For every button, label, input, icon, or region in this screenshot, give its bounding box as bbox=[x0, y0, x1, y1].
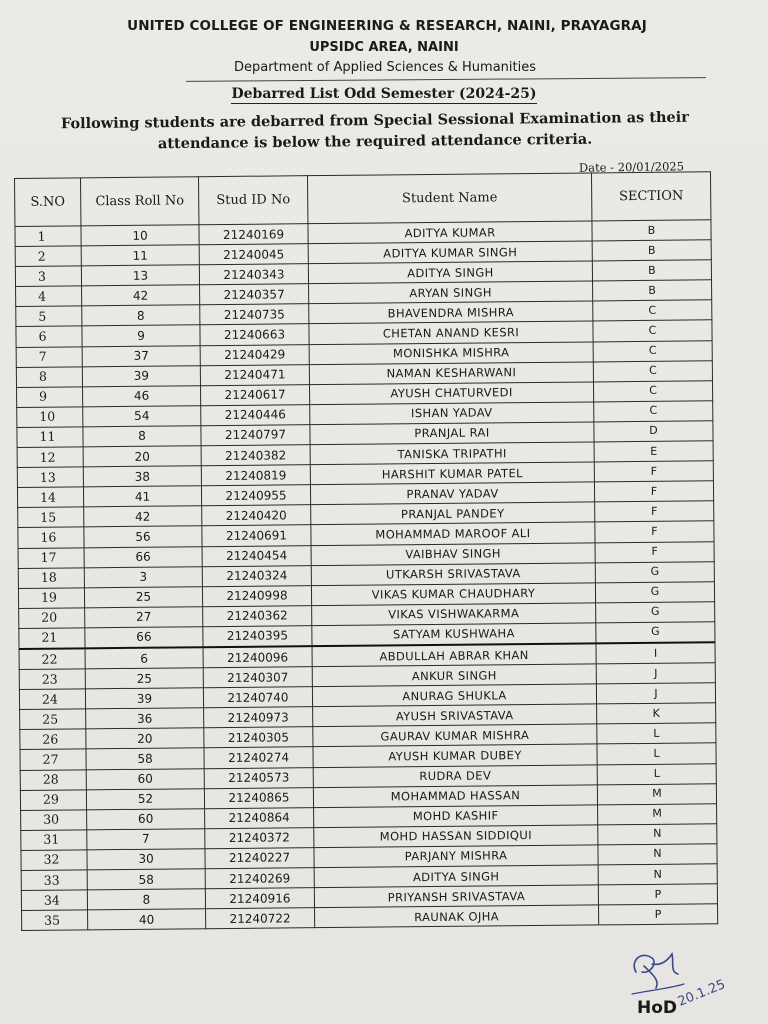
stud-id-cell: 21240955 bbox=[201, 485, 310, 506]
sno-cell: 3 bbox=[15, 266, 81, 287]
section-cell: N bbox=[598, 824, 717, 845]
stud-id-cell: 21240864 bbox=[205, 807, 314, 828]
section-cell: L bbox=[597, 723, 716, 744]
debarred-table-container bbox=[14, 171, 717, 931]
student-name-cell: ARYAN SINGH bbox=[309, 281, 593, 304]
table-header-row bbox=[15, 172, 711, 227]
class-roll-cell: 41 bbox=[83, 486, 201, 507]
stud-id-cell: 21240343 bbox=[199, 264, 308, 285]
student-name-cell: PRIYANSH SRIVASTAVA bbox=[314, 885, 598, 908]
student-name-cell: MOHD HASSAN SIDDIQUI bbox=[314, 825, 598, 848]
class-roll-cell: 39 bbox=[85, 688, 203, 709]
table-body bbox=[15, 220, 718, 931]
stud-id-cell: 21240395 bbox=[203, 626, 312, 648]
section-cell: N bbox=[598, 864, 717, 885]
stud-id-cell: 21240617 bbox=[201, 384, 310, 405]
stud-id-cell: 21240227 bbox=[205, 848, 314, 869]
section-cell: M bbox=[597, 783, 716, 804]
student-name-cell: PRANJAL PANDEY bbox=[311, 502, 595, 525]
stud-id-cell: 21240446 bbox=[201, 405, 310, 426]
department-name: Department of Applied Sciences & Humanities bbox=[233, 60, 536, 75]
class-roll-cell: 8 bbox=[82, 305, 200, 326]
sno-cell: 2 bbox=[15, 246, 81, 267]
sno-cell: 22 bbox=[19, 648, 85, 669]
student-name-cell: MONISHKA MISHRA bbox=[309, 342, 593, 365]
section-cell: F bbox=[595, 521, 714, 542]
sno-cell: 28 bbox=[20, 769, 86, 790]
stud-id-cell: 21240362 bbox=[203, 605, 312, 626]
sno-cell: 4 bbox=[16, 286, 82, 307]
class-roll-cell: 60 bbox=[86, 768, 204, 789]
sno-cell: 8 bbox=[16, 367, 82, 388]
stud-id-cell: 21240735 bbox=[200, 304, 309, 325]
student-name-cell: ANKUR SINGH bbox=[312, 664, 596, 687]
sno-cell: 29 bbox=[20, 789, 86, 810]
section-cell: F bbox=[594, 461, 713, 482]
sno-cell: 26 bbox=[20, 729, 86, 750]
section-cell: C bbox=[593, 340, 712, 361]
sno-cell: 12 bbox=[17, 447, 83, 468]
sno-cell: 24 bbox=[19, 689, 85, 710]
column-header-sno: S.NO bbox=[15, 178, 81, 227]
section-cell: G bbox=[596, 602, 715, 623]
student-name-cell: MOHAMMAD HASSAN bbox=[313, 785, 597, 808]
stud-id-cell: 21240305 bbox=[204, 727, 313, 748]
college-area: UPSIDC AREA, NAINI bbox=[309, 40, 459, 55]
section-cell: L bbox=[597, 743, 716, 764]
sno-cell: 9 bbox=[17, 387, 83, 408]
stud-id-cell: 21240096 bbox=[203, 646, 312, 668]
student-name-cell: ADITYA KUMAR SINGH bbox=[308, 241, 592, 264]
stud-id-cell: 21240454 bbox=[202, 545, 311, 566]
column-header-section: SECTION bbox=[591, 172, 710, 221]
student-name-cell: VAIBHAV SINGH bbox=[311, 542, 595, 565]
class-roll-cell: 60 bbox=[87, 808, 205, 829]
student-name-cell: RAUNAK OJHA bbox=[315, 905, 599, 928]
class-roll-cell: 54 bbox=[83, 406, 201, 427]
column-header-stud-id: Stud ID No bbox=[198, 176, 307, 225]
stud-id-cell: 21240722 bbox=[206, 908, 315, 929]
section-cell: F bbox=[594, 481, 713, 502]
student-name-cell: BHAVENDRA MISHRA bbox=[309, 301, 593, 324]
section-cell: D bbox=[594, 421, 713, 442]
section-cell: G bbox=[595, 581, 714, 602]
sno-cell: 32 bbox=[21, 850, 87, 871]
notice-line-2: attendance is below the required attendance criteria. bbox=[157, 130, 593, 153]
stud-id-cell: 21240372 bbox=[205, 827, 314, 848]
student-name-cell: VIKAS KUMAR CHAUDHARY bbox=[311, 583, 595, 606]
student-name-cell: SATYAM KUSHWAHA bbox=[312, 623, 596, 646]
class-roll-cell: 37 bbox=[82, 345, 200, 366]
student-name-cell: PARJANY MISHRA bbox=[314, 845, 598, 868]
student-name-cell: ISHAN YADAV bbox=[310, 402, 594, 425]
student-name-cell: VIKAS VISHWAKARMA bbox=[312, 603, 596, 626]
section-cell: M bbox=[598, 804, 717, 825]
student-name-cell: ADITYA SINGH bbox=[308, 261, 592, 284]
stud-id-cell: 21240357 bbox=[200, 284, 309, 305]
section-cell: F bbox=[595, 501, 714, 522]
student-name-cell: HARSHIT KUMAR PATEL bbox=[310, 462, 594, 485]
signature-date: 20.1.25 bbox=[675, 977, 728, 1010]
stud-id-cell: 21240382 bbox=[201, 445, 310, 466]
section-cell: P bbox=[598, 884, 717, 905]
student-name-cell: ADITYA SINGH bbox=[314, 865, 598, 888]
class-roll-cell: 52 bbox=[86, 788, 204, 809]
section-cell: B bbox=[592, 240, 711, 261]
stud-id-cell: 21240471 bbox=[200, 364, 309, 385]
stud-id-cell: 21240740 bbox=[203, 687, 312, 708]
section-cell: G bbox=[596, 622, 715, 644]
class-roll-cell: 20 bbox=[83, 446, 201, 467]
stud-id-cell: 21240269 bbox=[205, 868, 314, 889]
class-roll-cell: 20 bbox=[86, 728, 204, 749]
class-roll-cell: 11 bbox=[81, 245, 199, 266]
class-roll-cell: 3 bbox=[84, 566, 202, 587]
sno-cell: 31 bbox=[21, 830, 87, 851]
student-name-cell: PRANJAL RAI bbox=[310, 422, 594, 445]
section-cell: K bbox=[597, 703, 716, 724]
sno-cell: 20 bbox=[19, 608, 85, 629]
class-roll-cell: 56 bbox=[84, 526, 202, 547]
class-roll-cell: 42 bbox=[82, 285, 200, 306]
sno-cell: 30 bbox=[21, 810, 87, 831]
column-header-class-roll: Class Roll No bbox=[81, 177, 199, 226]
class-roll-cell: 8 bbox=[87, 889, 205, 910]
stud-id-cell: 21240663 bbox=[200, 324, 309, 345]
sno-cell: 23 bbox=[19, 669, 85, 690]
stud-id-cell: 21240169 bbox=[199, 224, 308, 245]
sno-cell: 25 bbox=[20, 709, 86, 730]
class-roll-cell: 6 bbox=[85, 647, 203, 669]
sno-cell: 21 bbox=[19, 628, 85, 649]
document-title-text: Debarred List Odd Semester (2024-25) bbox=[231, 86, 537, 102]
class-roll-cell: 40 bbox=[88, 909, 206, 930]
section-cell: B bbox=[592, 260, 711, 281]
section-cell: C bbox=[593, 300, 712, 321]
student-name-cell: AYUSH KUMAR DUBEY bbox=[313, 744, 597, 767]
class-roll-cell: 25 bbox=[85, 668, 203, 689]
student-name-cell: MOHD KASHIF bbox=[314, 805, 598, 828]
class-roll-cell: 36 bbox=[86, 708, 204, 729]
stud-id-cell: 21240274 bbox=[204, 747, 313, 768]
student-name-cell: RUDRA DEV bbox=[313, 764, 597, 787]
debarred-students-table bbox=[14, 171, 718, 931]
stud-id-cell: 21240573 bbox=[204, 767, 313, 788]
sno-cell: 18 bbox=[18, 567, 84, 588]
class-roll-cell: 66 bbox=[84, 546, 202, 567]
section-cell: B bbox=[592, 220, 711, 241]
sno-cell: 10 bbox=[17, 407, 83, 428]
section-cell: P bbox=[599, 904, 718, 925]
sno-cell: 11 bbox=[17, 427, 83, 448]
stud-id-cell: 21240998 bbox=[202, 585, 311, 606]
sno-cell: 34 bbox=[21, 890, 87, 911]
signature-underline bbox=[632, 984, 684, 994]
section-cell: C bbox=[593, 320, 712, 341]
stud-id-cell: 21240819 bbox=[201, 465, 310, 486]
class-roll-cell: 58 bbox=[87, 869, 205, 890]
class-roll-cell: 38 bbox=[83, 466, 201, 487]
section-cell: E bbox=[594, 441, 713, 462]
section-cell: C bbox=[593, 381, 712, 402]
column-header-student-name: Student Name bbox=[307, 173, 591, 224]
section-cell: G bbox=[595, 561, 714, 582]
class-roll-cell: 10 bbox=[81, 225, 199, 246]
class-roll-cell: 9 bbox=[82, 325, 200, 346]
student-name-cell: NAMAN KESHARWANI bbox=[309, 362, 593, 385]
section-cell: I bbox=[596, 642, 715, 664]
notice-line-1: Following students are debarred from Special Sessional Examination as their bbox=[60, 108, 689, 133]
sno-cell: 5 bbox=[16, 306, 82, 327]
signature-stroke bbox=[634, 954, 678, 988]
class-roll-cell: 46 bbox=[83, 385, 201, 406]
section-cell: C bbox=[594, 401, 713, 422]
stud-id-cell: 21240916 bbox=[205, 888, 314, 909]
section-cell: B bbox=[593, 280, 712, 301]
class-roll-cell: 66 bbox=[85, 627, 203, 649]
sno-cell: 13 bbox=[17, 467, 83, 488]
sno-cell: 1 bbox=[15, 226, 81, 247]
student-name-cell: AYUSH CHATURVEDI bbox=[309, 382, 593, 405]
class-roll-cell: 13 bbox=[81, 265, 199, 286]
student-name-cell: ADITYA KUMAR bbox=[308, 221, 592, 244]
document-date: Date - 20/01/2025 bbox=[578, 159, 685, 175]
stud-id-cell: 21240429 bbox=[200, 344, 309, 365]
student-name-cell: PRANAV YADAV bbox=[310, 482, 594, 505]
header-divider bbox=[186, 77, 706, 82]
stud-id-cell: 21240865 bbox=[204, 787, 313, 808]
stud-id-cell: 21240045 bbox=[199, 244, 308, 265]
student-name-cell: MOHAMMAD MAROOF ALI bbox=[311, 522, 595, 545]
student-name-cell: AYUSH SRIVASTAVA bbox=[313, 704, 597, 727]
class-roll-cell: 42 bbox=[84, 506, 202, 527]
stud-id-cell: 21240307 bbox=[203, 667, 312, 688]
stud-id-cell: 21240691 bbox=[202, 525, 311, 546]
document-header bbox=[0, 18, 768, 75]
sno-cell: 6 bbox=[16, 326, 82, 347]
section-cell: F bbox=[595, 541, 714, 562]
document-title bbox=[0, 86, 768, 102]
section-cell: L bbox=[597, 763, 716, 784]
sno-cell: 35 bbox=[22, 910, 88, 931]
stud-id-cell: 21240420 bbox=[202, 505, 311, 526]
class-roll-cell: 58 bbox=[86, 748, 204, 769]
sno-cell: 17 bbox=[18, 547, 84, 568]
stud-id-cell: 21240973 bbox=[204, 707, 313, 728]
class-roll-cell: 7 bbox=[87, 829, 205, 850]
college-name: UNITED COLLEGE OF ENGINEERING & RESEARCH, NAINI, PRAYAGRAJ bbox=[127, 18, 647, 34]
section-cell: J bbox=[596, 663, 715, 684]
student-name-cell: ANURAG SHUKLA bbox=[312, 684, 596, 707]
student-name-cell: CHETAN ANAND KESRI bbox=[309, 321, 593, 344]
stud-id-cell: 21240324 bbox=[202, 565, 311, 586]
student-name-cell: UTKARSH SRIVASTAVA bbox=[311, 563, 595, 586]
class-roll-cell: 39 bbox=[82, 365, 200, 386]
hod-label: HoD bbox=[637, 998, 678, 1018]
sno-cell: 7 bbox=[16, 346, 82, 367]
section-cell: N bbox=[598, 844, 717, 865]
class-roll-cell: 8 bbox=[83, 426, 201, 447]
class-roll-cell: 27 bbox=[85, 606, 203, 627]
section-cell: J bbox=[596, 683, 715, 704]
student-name-cell: TANISKA TRIPATHI bbox=[310, 442, 594, 465]
section-cell: C bbox=[593, 360, 712, 381]
sno-cell: 15 bbox=[18, 507, 84, 528]
sno-cell: 27 bbox=[20, 749, 86, 770]
stud-id-cell: 21240797 bbox=[201, 425, 310, 446]
student-name-cell: GAURAV KUMAR MISHRA bbox=[313, 724, 597, 747]
sno-cell: 16 bbox=[18, 527, 84, 548]
class-roll-cell: 30 bbox=[87, 849, 205, 870]
class-roll-cell: 25 bbox=[84, 586, 202, 607]
sno-cell: 14 bbox=[17, 487, 83, 508]
sno-cell: 19 bbox=[18, 588, 84, 609]
student-name-cell: ABDULLAH ABRAR KHAN bbox=[312, 643, 596, 666]
notice-text bbox=[30, 106, 720, 155]
sno-cell: 33 bbox=[21, 870, 87, 891]
